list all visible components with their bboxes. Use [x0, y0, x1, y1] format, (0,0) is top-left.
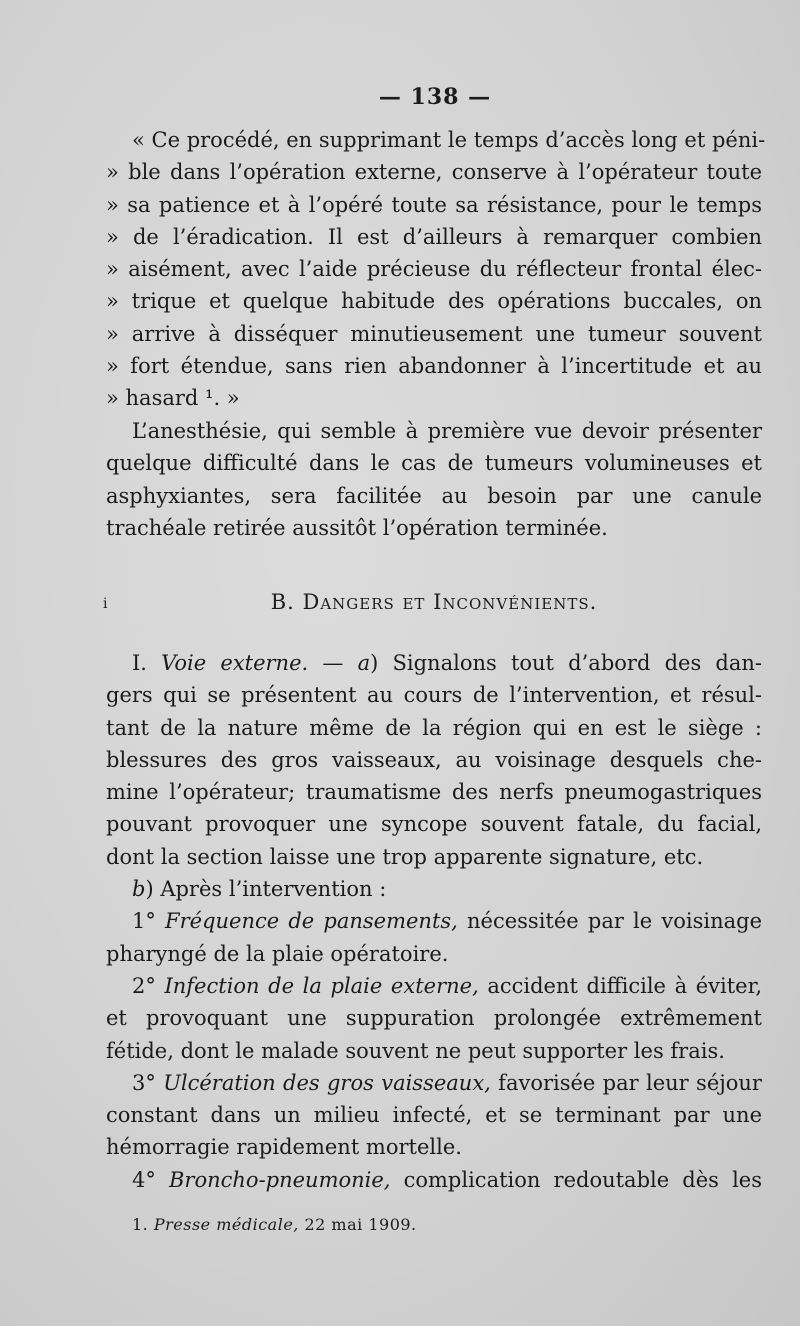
footnote: 1. Presse médicale, 22 mai 1909. — [132, 1215, 417, 1234]
list-item-4: 4° Broncho-pneumonie, complication redoutable dès les — [132, 1167, 762, 1192]
list-item-2: 2° Infection de la plaie externe, accident difficile à éviter, — [132, 973, 762, 998]
stray-mark: i — [103, 596, 108, 612]
quote-line: « Ce procédé, en supprimant le temps d’accès long et péni- — [132, 128, 766, 152]
paragraph-line: trachéale retirée aussitôt l’opération terminée. — [106, 515, 608, 540]
list-item-1: 1° Fréquence de pansements, nécessitée par le voisinage — [132, 909, 762, 934]
quote-line: » trique et quelque habitude des opérations buccales, on — [106, 289, 762, 314]
section-intro-line: I. Voie externe. — a) Signalons tout d’abord des dan- — [132, 651, 762, 675]
quote-line: » hasard ¹. » — [106, 386, 240, 411]
paragraph-line: blessures des gros vaisseaux, au voisinage desquels che- — [106, 747, 762, 772]
paragraph-line: L’anesthésie, qui semble à première vue devoir présenter — [132, 419, 762, 443]
list-item-1-cont: pharyngé de la plaie opératoire. — [106, 941, 449, 966]
page-number: — 138 — — [378, 84, 492, 110]
paragraph-line: tant de la nature même de la région qui en est le siège : — [106, 715, 762, 740]
quote-line: » ble dans l’opération externe, conserve à l’opérateur toute — [106, 160, 762, 185]
anesthesia-paragraph — [106, 415, 762, 544]
list-item-3: 3° Ulcération des gros vaisseaux, favorisée par leur séjour — [132, 1070, 762, 1095]
list-item-3-cont: hémorragie rapidement mortelle. — [106, 1135, 462, 1160]
list-item-3-cont: constant dans un milieu infecté, et se terminant par une — [106, 1103, 762, 1128]
quote-line: » fort étendue, sans rien abandonner à l’incertitude et au — [106, 354, 762, 379]
paragraph-line: dont la section laisse une trop apparente signature, etc. — [106, 844, 704, 869]
quote-line: » de l’éradication. Il est d’ailleurs à remarquer combien — [106, 224, 762, 249]
list-item-2-cont: et provoquant une suppuration prolongée extrêmement — [106, 1006, 762, 1031]
section-heading: B. Dangers et Inconvénients. — [270, 590, 598, 614]
paragraph-line: mine l’opérateur; traumatisme des nerfs pneumogastriques — [106, 780, 762, 805]
quote-paragraph — [106, 124, 766, 415]
paragraph-line: asphyxiantes, sera facilitée au besoin par une canule — [106, 483, 762, 508]
paragraph-line: pouvant provoquer une syncope souvent fatale, du facial, — [106, 812, 762, 837]
quote-line: » aisément, avec l’aide précieuse du réflecteur frontal élec- — [106, 257, 762, 282]
subsection-b-line: b) Après l’intervention : — [132, 877, 387, 902]
list-item-2-cont: fétide, dont le malade souvent ne peut supporter les frais. — [106, 1038, 725, 1063]
dangers-section — [106, 647, 762, 1196]
quote-line: » sa patience et à l’opéré toute sa résistance, pour le temps — [106, 192, 762, 217]
paragraph-line: quelque difficulté dans le cas de tumeurs volumineuses et — [106, 451, 762, 476]
quote-line: » arrive à disséquer minutieusement une tumeur souvent — [106, 321, 762, 346]
paragraph-line: gers qui se présentent au cours de l’intervention, et résul- — [106, 683, 762, 708]
